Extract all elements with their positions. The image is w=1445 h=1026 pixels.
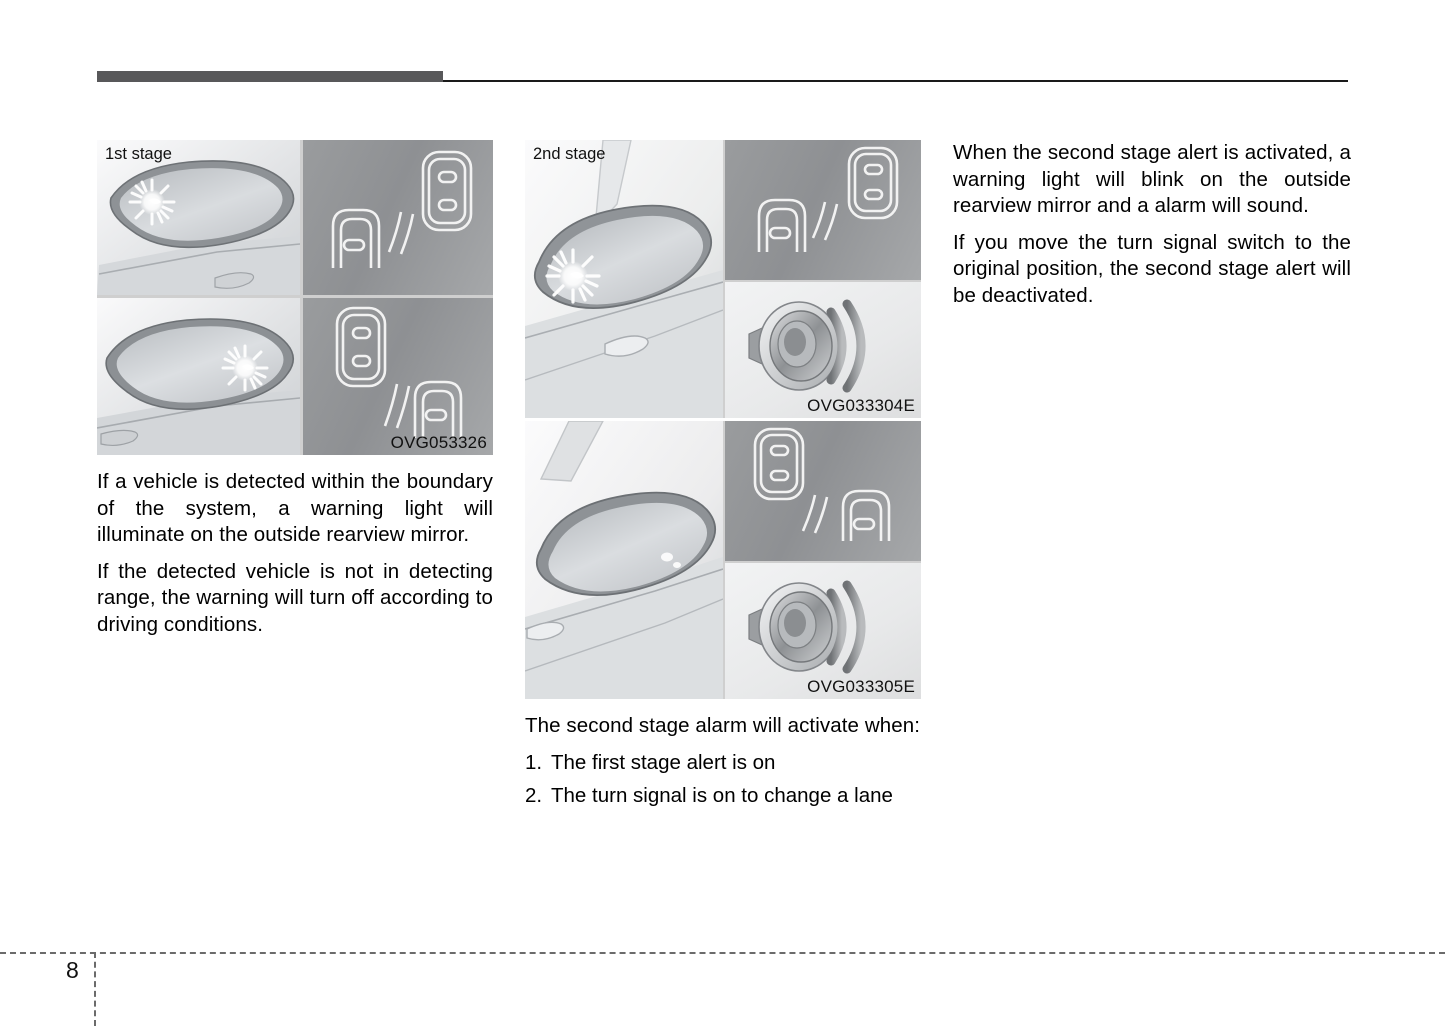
list-item	[525, 783, 921, 810]
left-column-text	[97, 469, 493, 638]
paragraph-alarm-intro: The second stage alarm will activate when:	[525, 714, 921, 737]
middle-column-text	[525, 713, 921, 810]
paragraph-turn-signal-reset: If you move the turn signal switch to the original position, the second stage alert will be deactivated.	[953, 230, 1351, 307]
footer-vertical-dashed-line	[94, 952, 96, 1026]
figure-second-stage-a-label: 2nd stage	[533, 145, 606, 163]
figure-second-stage-b	[525, 421, 921, 699]
figure-second-stage-a-caption: OVG033304E	[807, 396, 915, 415]
pane-mirror-warning-off	[525, 421, 723, 699]
right-column	[953, 140, 1351, 309]
pane-blindspot-diagram-second-b	[725, 421, 921, 561]
middle-column	[525, 140, 921, 817]
page-number: 8	[66, 957, 79, 983]
pane-mirror-warning-blinking	[525, 140, 723, 418]
pane-mirror-warning-lower-left	[97, 298, 300, 455]
pane-blindspot-diagram-upper-right	[303, 140, 493, 295]
left-column	[97, 140, 493, 638]
paragraph-second-stage-alert: When the second stage alert is activated, a warning light will blink on the outside rearview mirror and a alarm will sound.	[953, 141, 1351, 217]
figure-first-stage	[97, 140, 493, 455]
footer-horizontal-dashed-line	[0, 952, 1445, 954]
list-item-text: The turn signal is on to change a lane	[551, 784, 893, 807]
alarm-condition-list	[525, 750, 921, 810]
figure-second-stage-b-caption: OVG033305E	[807, 677, 915, 696]
figure-first-stage-label: 1st stage	[105, 145, 172, 163]
pane-blindspot-diagram-second-a	[725, 140, 921, 280]
list-item-number: 1.	[525, 750, 543, 774]
paragraph-detection: If a vehicle is detected within the boundary of the system, a warning light will illuminate on the outside rearview mirror.	[97, 470, 493, 546]
list-item-text: The first stage alert is on	[551, 750, 776, 774]
list-item-number: 2.	[525, 784, 543, 807]
list-item	[525, 750, 921, 777]
figure-second-stage-a	[525, 140, 921, 418]
header-rule-thin-line	[443, 80, 1348, 82]
header-rule-thick-bar	[97, 71, 443, 82]
header-rule	[97, 71, 1348, 85]
figure-first-stage-caption: OVG053326	[390, 433, 487, 452]
pane-blindspot-diagram-lower-right	[303, 298, 493, 455]
paragraph-out-of-range: If the detected vehicle is not in detecting range, the warning will turn off according to driving conditions.	[97, 559, 493, 636]
